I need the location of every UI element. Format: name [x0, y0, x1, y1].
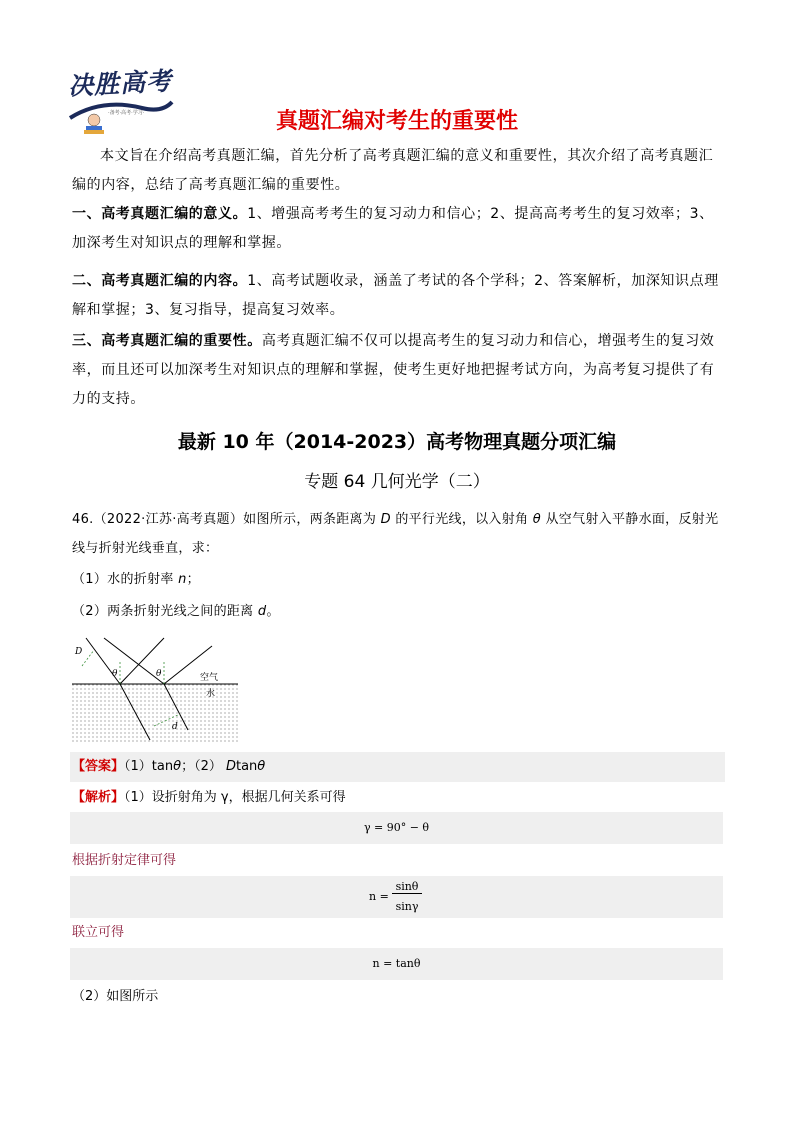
section-3-head: 三、高考真题汇编的重要性。	[72, 333, 262, 349]
equation-1: γ = 90° − θ	[70, 812, 723, 844]
question-number: 46.	[72, 512, 94, 527]
question-part-2	[72, 597, 724, 626]
figure-label-d: d	[172, 722, 178, 732]
section-3	[72, 327, 724, 414]
eq2-denominator: sinγ	[395, 900, 419, 913]
answer-text-a: （1）tan	[124, 759, 174, 774]
page-title: 真题汇编对考生的重要性	[275, 109, 518, 134]
analysis-line-2: 根据折射定律可得	[72, 853, 177, 868]
figure-label-theta1: θ	[112, 669, 118, 679]
equation-3: n = tanθ	[70, 948, 723, 980]
var-theta: θ	[532, 512, 542, 527]
question-text-c: 从空气射入平静水面，反射光线与折射光线垂直，求：	[72, 512, 719, 556]
section-3-body: 高考真题汇编不仅可以提高考生的复习动力和信心，增强考生的复习效率，而且还可以加深考生对知识点的理解和掌握，使考生更好地把握考试方向，为高考复习提供了有力的支持。	[72, 333, 715, 407]
answer-text-c: tan	[235, 759, 258, 774]
question-text-a: 如图所示，两条距离为	[243, 512, 381, 527]
answer-row	[70, 752, 725, 782]
logo-subtitle: ·备考·高考·学习·	[108, 110, 145, 116]
section-1-body: 1、增强高考考生的复习动力和信心；2、提高高考考生的复习效率；3、加深考生对知识点的理解和掌握。	[72, 206, 714, 251]
analysis-text-1: （1）设折射角为 γ，根据几何关系可得	[124, 790, 346, 805]
refraction-figure	[72, 632, 242, 742]
topic-title: 专题 64 几何光学（二）	[304, 472, 490, 492]
section-2-head: 二、高考真题汇编的内容。	[72, 273, 248, 289]
eq2-left: n =	[369, 890, 389, 903]
question-source: （2022·江苏·高考真题）	[93, 512, 244, 527]
equation-2	[70, 876, 723, 918]
logo-text: 决胜高考	[67, 66, 173, 101]
figure-label-theta2: θ	[156, 669, 162, 679]
analysis-line-3: 联立可得	[72, 925, 125, 940]
figure-label-D: D	[75, 647, 83, 657]
analysis-line-4: （2）如图所示	[72, 989, 159, 1004]
part1-text: （1）水的折射率	[72, 572, 179, 587]
part1-end: ；	[186, 572, 200, 587]
intro-paragraph: 本文旨在介绍高考真题汇编，首先分析了高考真题汇编的意义和重要性，其次介绍了高考真题汇编的内容，总结了高考真题汇编的重要性。	[72, 148, 714, 193]
collection-title: 最新 10 年（2014-2023）高考物理真题分项汇编	[177, 431, 617, 453]
answer-text-b: ；（2）	[181, 759, 226, 774]
eq2-numerator: sinθ	[392, 880, 422, 894]
figure-label-water: 水	[206, 689, 216, 699]
section-1-head: 一、高考真题汇编的意义。	[72, 206, 248, 222]
analysis-label: 【解析】	[72, 790, 125, 805]
analysis-line-1	[72, 784, 346, 812]
figure-label-air: 空气	[200, 673, 219, 683]
section-2	[72, 267, 724, 325]
question-text-b: 的平行光线，以入射角	[390, 512, 533, 527]
section-2-body: 1、高考试题收录，涵盖了考试的各个学科；2、答案解析，加深知识点理解和掌握；3、复习指导，提高复习效率。	[72, 273, 719, 318]
var-n: n	[178, 572, 187, 587]
answer-theta2: θ	[257, 759, 266, 774]
answer-theta: θ	[173, 759, 182, 774]
var-D: D	[380, 512, 391, 527]
section-1	[72, 200, 724, 258]
part2-text: （2）两条折射光线之间的距离	[72, 604, 258, 619]
answer-D: D	[225, 759, 236, 774]
part2-end: 。	[266, 604, 280, 619]
question-stem	[72, 505, 724, 563]
var-d: d	[257, 604, 267, 619]
answer-label: 【答案】	[72, 759, 125, 774]
question-part-1	[72, 565, 724, 594]
